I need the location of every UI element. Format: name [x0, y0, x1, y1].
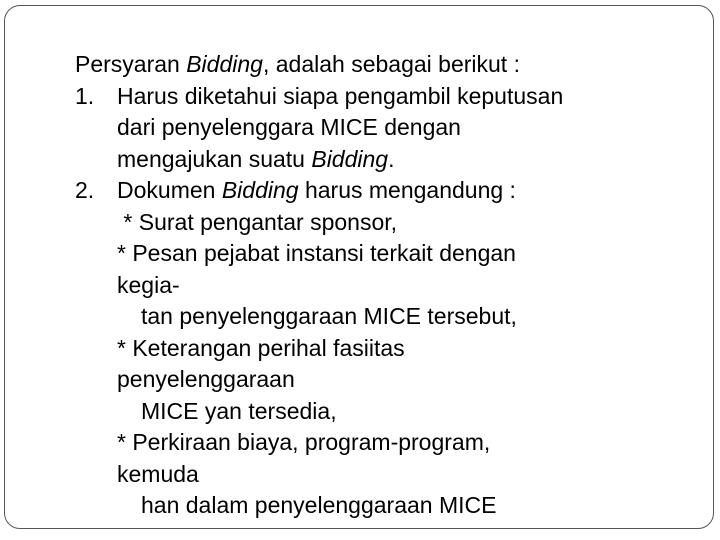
- list-item-1-text: Harus diketahui siapa pengambil keputusan: [117, 82, 564, 109]
- list-item-2-italic: Bidding: [221, 177, 299, 203]
- bullet-4-cont: kemuda: [117, 460, 199, 487]
- bullet-1: * Surat pengantar sponsor,: [117, 208, 398, 235]
- intro-text: Persyaran: [75, 51, 187, 77]
- bullet-4: * Perkiraan biaya, program-program,: [117, 429, 491, 455]
- list-item-1-cont: dari penyelenggara MICE dengan: [117, 114, 461, 140]
- list-item-1: [75, 81, 695, 113]
- bullet-3-cont2: MICE yan tersedia,: [141, 397, 337, 424]
- intro-line: [75, 49, 695, 81]
- list-item-2: [75, 175, 695, 207]
- list-item-1-cont2: [75, 144, 695, 176]
- slide-body-text: [75, 49, 695, 522]
- intro-text-end: , adalah sebagai berikut :: [262, 51, 520, 77]
- bullet-3: * Keterangan perihal fasiitas: [117, 334, 405, 361]
- intro-italic: Bidding: [186, 51, 263, 77]
- list-item-1-italic: Bidding: [311, 145, 389, 172]
- list-number-2: 2.: [75, 177, 95, 203]
- bullet-2: * Pesan pejabat instansi terkait dengan: [117, 240, 516, 266]
- bullet-2-cont: kegia-: [117, 271, 180, 298]
- bullet-2-cont2: tan penyelenggaraan MICE tersebut,: [141, 303, 517, 329]
- slide-frame: [4, 5, 714, 529]
- list-item-1-period: .: [388, 145, 395, 172]
- list-item-2-text: Dokumen: [117, 177, 222, 203]
- list-item-1-cont2-text: mengajukan suatu: [117, 145, 312, 172]
- list-number-1: 1.: [75, 82, 95, 109]
- bullet-3-cont: penyelenggaraan: [117, 366, 295, 392]
- bullet-4-cont2: han dalam penyelenggaraan MICE: [141, 492, 497, 518]
- list-item-2-text-end: harus mengandung :: [298, 177, 516, 203]
